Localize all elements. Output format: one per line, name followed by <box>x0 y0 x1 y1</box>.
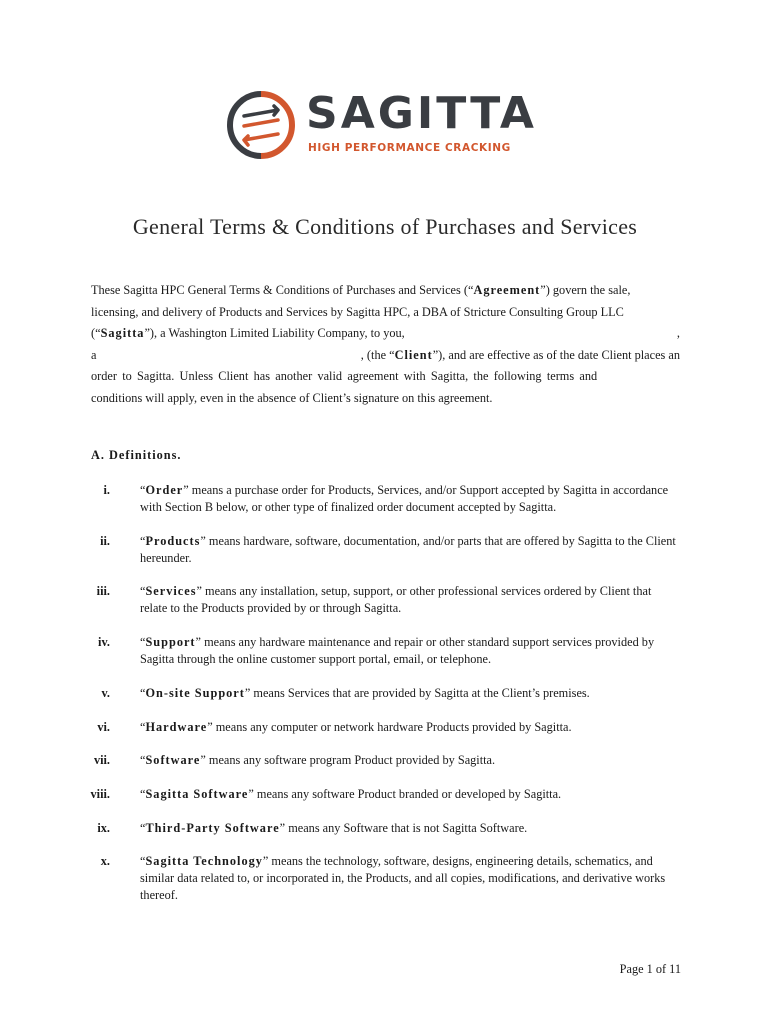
definition-term: Support <box>145 635 196 649</box>
definition-text: ” means any computer or network hardware Products provided by Sagitta. <box>207 720 572 734</box>
client-name-blank-comma: , <box>676 326 680 341</box>
intro-line <box>91 323 680 345</box>
quote: “ <box>140 635 146 649</box>
quote: “ <box>140 584 146 598</box>
page-number: Page 1 of 11 <box>619 962 681 976</box>
quote: “ <box>140 534 146 548</box>
definition-term: Sagitta Technology <box>145 854 263 868</box>
definition-number: viii. <box>90 787 110 801</box>
definition-text: ” means any installation, setup, support, or other professional services ordered by Client that relate to the Products provided by or through Sagitta. <box>140 584 652 615</box>
intro-line <box>91 388 680 410</box>
definition-text: ” means Services that are provided by Sagitta at the Client’s premises. <box>244 686 590 700</box>
quote: “ <box>140 720 146 734</box>
quote: “ <box>140 686 146 700</box>
intro-text: , (the “ <box>360 347 395 362</box>
term-client: Client <box>394 347 433 362</box>
definition-text: ” means any software Product branded or developed by Sagitta. <box>248 787 562 801</box>
term-sagitta: Sagitta <box>100 326 145 341</box>
definition-term: Third-Party Software <box>145 821 280 835</box>
quote: “ <box>140 787 146 801</box>
intro-line <box>91 280 680 302</box>
definition-number: vi. <box>97 720 110 734</box>
term-agreement: Agreement <box>473 283 541 297</box>
quote: “ <box>140 854 146 868</box>
intro-text: ”) govern the sale, <box>540 283 631 297</box>
document-title: General Terms & Conditions of Purchases and Services <box>132 214 638 239</box>
definition-text: ” means a purchase order for Products, Services, and/or Support accepted by Sagitta in accordance with Section B below, or other type of finalized order document accepted by Sagitta. <box>140 483 669 514</box>
section-heading-definitions: A. Definitions. <box>91 448 182 462</box>
sagitta-arrows-logo-icon <box>226 90 296 160</box>
logo-tagline: HIGH PERFORMANCE CRACKING <box>308 142 511 154</box>
intro-text: ”), and are effective as of the date Client places an <box>432 347 680 362</box>
intro-paragraph <box>91 280 680 410</box>
intro-line <box>91 345 680 367</box>
definition-number: vii. <box>93 753 110 767</box>
intro-text: These Sagitta HPC General Terms & Conditions of Purchases and Services (“ <box>91 283 474 297</box>
intro-line <box>91 302 680 324</box>
definition-number: v. <box>101 686 110 700</box>
quote: “ <box>140 483 146 497</box>
definition-term: Hardware <box>145 720 208 734</box>
definition-text: ” means any software program Product provided by Sagitta. <box>200 753 496 767</box>
definition-term: Products <box>145 534 201 548</box>
client-type-blank-article: a <box>91 347 97 362</box>
intro-text: conditions will apply, even in the absence of Client’s signature on this agreement. <box>91 390 493 405</box>
definition-text: ” means hardware, software, documentation, and/or parts that are offered by Sagitta to the Client hereunder. <box>140 534 676 565</box>
definition-term: Software <box>145 753 201 767</box>
definition-text: ” means the technology, software, designs, engineering details, schematics, and similar data related to, or incorporated in, the Products, and all copies, modifications, and derivative works thereof. <box>140 854 666 902</box>
definition-number: x. <box>100 854 110 868</box>
intro-text: licensing, and delivery of Products and Services by Sagitta HPC, a DBA of Stricture Consulting Group LLC <box>91 304 624 319</box>
company-logo <box>226 90 556 162</box>
definition-term: On-site Support <box>145 686 245 700</box>
intro-text: (“ <box>91 326 101 341</box>
definition-text: ” means any Software that is not Sagitta Software. <box>279 821 528 835</box>
logo-wordmark: SAGITTA <box>306 88 537 139</box>
definition-term: Services <box>145 584 197 598</box>
definition-text: ” means any hardware maintenance and repair or other standard support services provided by Sagitta through the online customer support portal, email, or telephone. <box>140 635 655 666</box>
definition-number: ix. <box>97 821 110 835</box>
definition-number: iv. <box>98 635 110 649</box>
quote: “ <box>140 821 146 835</box>
definition-term: Order <box>145 483 184 497</box>
intro-text: order to Sagitta. Unless Client has another valid agreement with Sagitta, the following terms and <box>91 369 598 384</box>
definition-number: iii. <box>96 584 110 598</box>
definition-number: i. <box>103 483 110 497</box>
intro-text: ”), a Washington Limited Liability Company, to you, <box>144 326 405 341</box>
intro-line <box>91 366 680 388</box>
quote: “ <box>140 753 146 767</box>
definition-number: ii. <box>100 534 110 548</box>
definition-term: Sagitta Software <box>145 787 249 801</box>
